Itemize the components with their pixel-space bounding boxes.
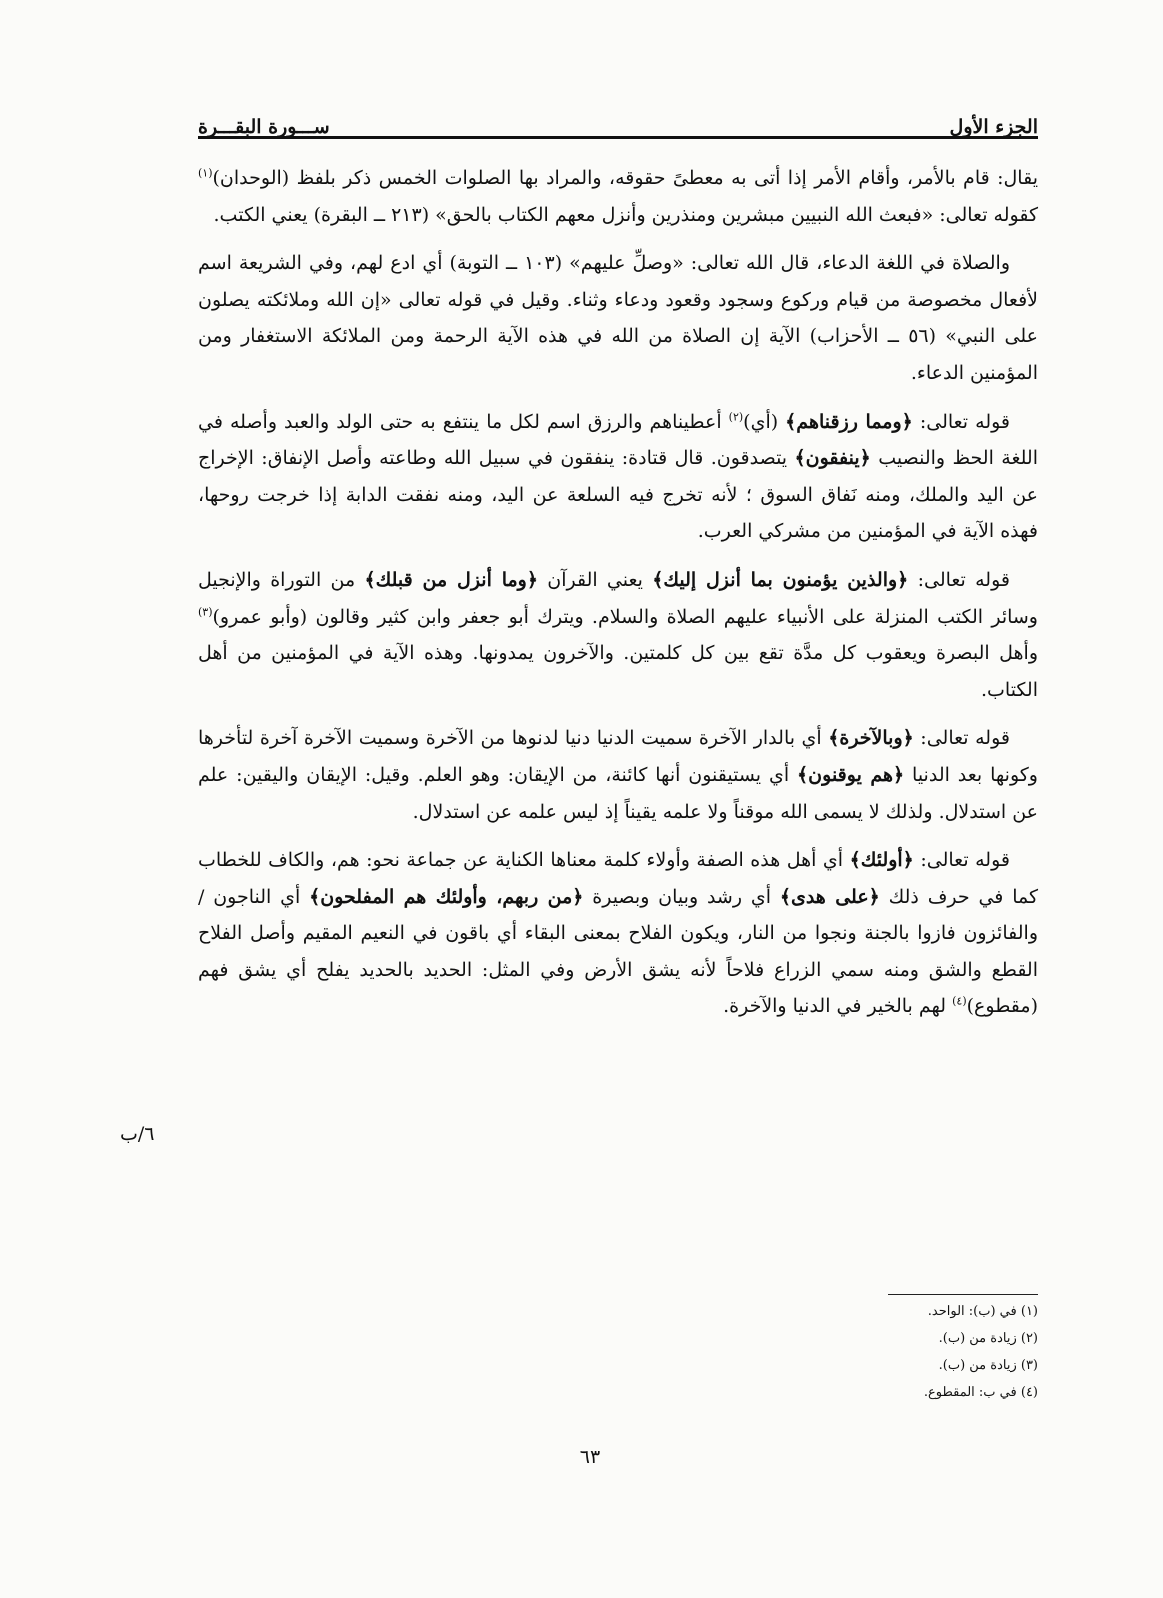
footnote-4: (٤) في ب: المقطوع. <box>923 1385 1038 1400</box>
footnote-ref: (٤) <box>952 995 967 1009</box>
quran-quote: ﴿من ربهم، وأولئك هم المفلحون﴾ <box>309 885 584 908</box>
text-run: أي بالدار الآخرة سميت الدنيا دنيا لدنوها من الآخرة وسميت الآخرة آخرة لتأخرها وكونها بعد الدنيا <box>198 727 1038 786</box>
text-run: يعني القرآن <box>537 568 653 591</box>
footnote-1: (١) في (ب): الواحد. <box>927 1304 1038 1319</box>
quran-quote: ﴿هم يوقنون﴾ <box>797 763 905 786</box>
footnote-ref: (١) <box>198 166 213 180</box>
text-run: والصلاة في اللغة الدعاء، قال الله تعالى: «وصلِّ عليهم» (١٠٣ ــ التوبة) أي ادع لهم، وفي الشريعة اسم لأفعال مخصوصة من قيام وركوع وسجود وقعود ودعاء وثناء. وقيل في قوله تعالى «إن الله وملائكته يصلون على النبي» (٥٦ ــ الأحزاب) الآية إن الصلاة من الله في هذه الآية الرحمة ومن الملائكة الاستغفار ومن المؤمنين الدعاء. <box>198 252 1038 384</box>
header-part-title: الجزء الأول <box>949 116 1038 138</box>
text-run: من التوراة والإنجيل وسائر الكتب المنزلة على الأنبياء عليهم الصلاة والسلام. ويترك أبو جعفر وابن كثير وقالون (وأبو عمرو) <box>198 568 1038 628</box>
quran-quote: ﴿ينفقون﴾ <box>794 447 871 470</box>
quran-quote: ﴿أولئك﴾ <box>849 849 914 872</box>
footnote-3: (٣) زيادة من (ب). <box>938 1358 1038 1373</box>
text-run: يتصدقون. قال قتادة: ينفقون في سبيل الله وطاعته وأصل الإنفاق: الإخراج عن اليد والملك، ومنه نَفاق السوق ؛ لأنه تخرج فيه السلعة عن اليد، ومنه نفقت الدابة إذا خرجت روحها، فهذه الآية في المؤمنين من مشركي العرب. <box>198 447 1038 543</box>
text-run: أي أهل هذه الصفة وأولاء كلمة معناها الكناية عن جماعة نحو: هم، والكاف للخطاب كما في حرف ذلك <box>198 849 1039 908</box>
paragraph-6 <box>198 842 1038 1025</box>
text-run: قوله تعالى: <box>913 849 1010 872</box>
quran-quote: ﴿وبالآخرة﴾ <box>828 727 914 750</box>
paragraph-4 <box>198 562 1038 708</box>
text-run: أي يستيقنون أنها كائنة، من الإيقان: وهو العلم. وقيل: الإيقان واليقين: علم عن استدلال. ولذلك لا يسمى الله موقناً ولا علمه يقيناً إذ ليس علمه عن استدلال. <box>198 763 1038 823</box>
footnote-ref: (٣) <box>198 605 213 619</box>
text-run: كقوله تعالى: «فبعث الله النبيين مبشرين ومنذرين وأنزل معهم الكتاب بالحق» (٢١٣ ــ البقرة) يعني الكتب. <box>213 203 1038 226</box>
body-text <box>198 160 1038 1037</box>
footnote-2: (٢) زيادة من (ب). <box>938 1331 1038 1346</box>
header-surah-title: ســـورة البقـــرة <box>198 116 330 138</box>
footnote-ref: (٢) <box>728 410 744 424</box>
quran-quote: ﴿وما أنزل من قبلك﴾ <box>364 568 538 591</box>
text-run: قوله تعالى: <box>913 727 1010 750</box>
text-run: لهم بالخير في الدنيا والآخرة. <box>723 995 953 1018</box>
paragraph-2 <box>198 245 1038 391</box>
page-number: ٦٣ <box>579 1446 601 1468</box>
footnotes <box>700 1298 1038 1406</box>
paragraph-1 <box>198 160 1038 233</box>
margin-folio-note: ٦/ب <box>120 1123 155 1145</box>
paragraph-5 <box>198 720 1038 830</box>
footnote-rule <box>888 1294 1038 1295</box>
text-run: أعطيناهم والرزق اسم لكل ما ينتفع به حتى الولد والعبد وأصله في اللغة الحظ والنصيب <box>198 410 1038 470</box>
text-run: يقال: قام بالأمر، وأقام الأمر إذا أتى به معطىً حقوقه، والمراد بها الصلوات الخمس ذكر بلفظ (الوحدان) <box>212 167 1038 189</box>
quran-quote: ﴿على هدى﴾ <box>779 885 880 908</box>
quran-quote: ﴿ومما رزقناهم﴾ <box>785 410 913 433</box>
text-run: قوله تعالى: <box>912 410 1011 433</box>
text-run: أي رشد وبيان وبصيرة <box>583 885 780 908</box>
text-run: أي الناجون / والفائزون فازوا بالجنة ونجوا من النار، ويكون الفلاح بمعنى البقاء أي باقون في النعيم المقيم وأصل الفلاح القطع والشق ومنه سمي الزراع فلاحاً لأنه يشق الأرض وفي المثل: الحديد بالحديد يفلح أي يشق فهم (مقطوع) <box>198 885 1038 1018</box>
header-rule <box>198 136 1038 139</box>
paragraph-3 <box>198 404 1038 550</box>
text-run: وأهل البصرة ويعقوب كل مدَّة تقع بين كل كلمتين. والآخرون يمدونها. وهذه الآية في المؤمنين من أهل الكتاب. <box>198 642 1038 701</box>
text-run: (أي) <box>743 410 786 433</box>
quran-quote: ﴿والذين يؤمنون بما أنزل إليك﴾ <box>652 568 909 591</box>
running-header <box>198 100 1038 138</box>
text-run: قوله تعالى: <box>908 568 1010 591</box>
